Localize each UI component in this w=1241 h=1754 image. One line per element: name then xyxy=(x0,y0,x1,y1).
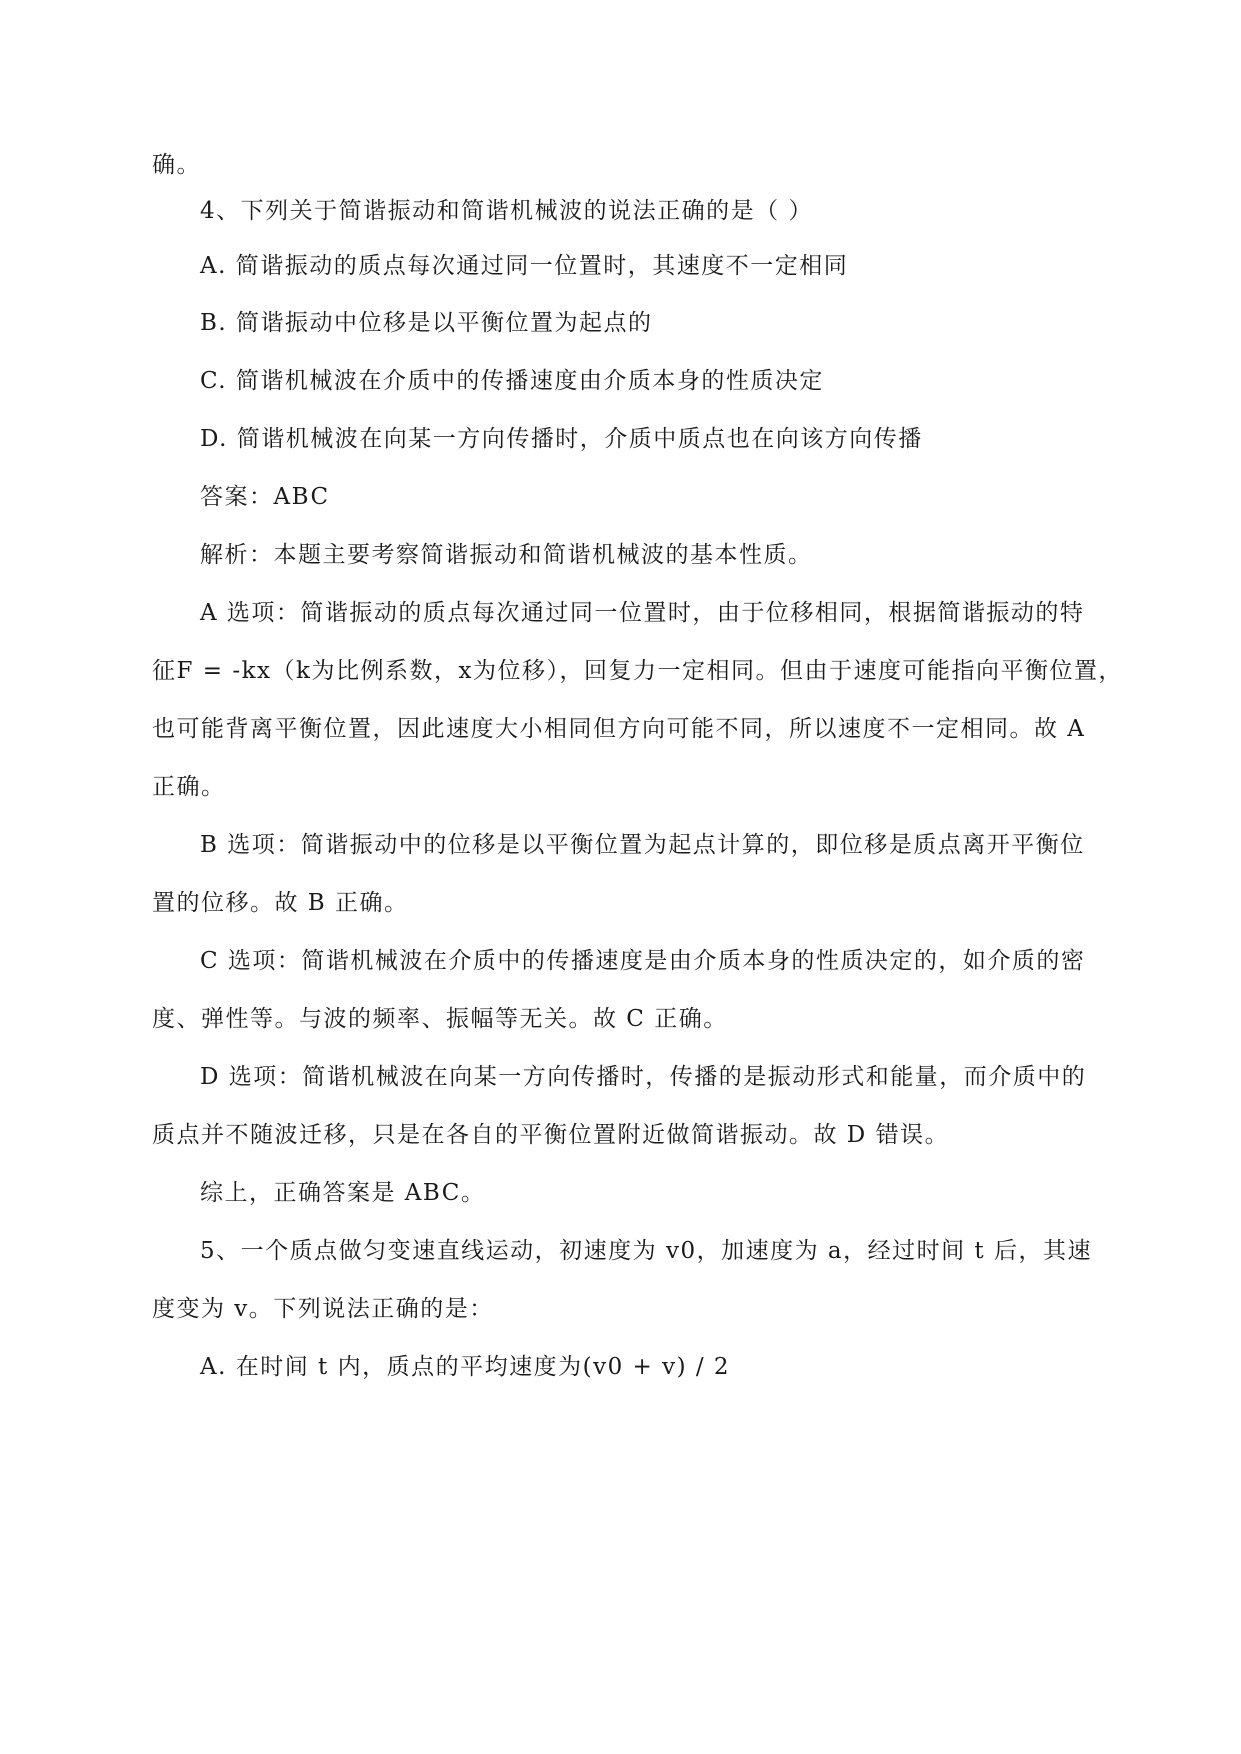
analysis-a-line-2: 征F = -kx（k为比例系数，x为位移），回复力一定相同。但由于速度可能指向平衡位置， xyxy=(152,658,1123,684)
analysis-b-line-2: 置的位移。故 B 正确。 xyxy=(152,890,409,916)
analysis-a-line-4: 正确。 xyxy=(152,774,226,800)
question-5-option-a: A. 在时间 t 内，质点的平均速度为(v0 + v) / 2 xyxy=(200,1354,731,1380)
question-4-option-d: D. 简谐机械波在向某一方向传播时，介质中质点也在向该方向传播 xyxy=(200,426,923,452)
question-5-stem-line-2: 度变为 v。下列说法正确的是： xyxy=(152,1296,494,1322)
analysis-intro: 解析：本题主要考察简谐振动和简谐机械波的基本性质。 xyxy=(200,542,813,568)
question-4-option-a: A. 简谐振动的质点每次通过同一位置时，其速度不一定相同 xyxy=(200,253,849,279)
analysis-b-line-1: B 选项：简谐振动中的位移是以平衡位置为起点计算的，即位移是质点离开平衡位 xyxy=(200,832,1085,858)
answer-line: 答案：ABC xyxy=(200,484,330,510)
analysis-d-line-2: 质点并不随波迁移，只是在各自的平衡位置附近做简谐振动。故 D 错误。 xyxy=(152,1122,950,1148)
text-line: 确。 xyxy=(152,152,201,178)
question-4-stem: 4、下列关于简谐振动和简谐机械波的说法正确的是（ ） xyxy=(200,198,813,224)
analysis-d-line-1: D 选项：简谐机械波在向某一方向传播时，传播的是振动形式和能量，而介质中的 xyxy=(200,1064,1087,1090)
question-4-option-b: B. 简谐振动中位移是以平衡位置为起点的 xyxy=(200,310,653,336)
analysis-a-line-1: A 选项：简谐振动的质点每次通过同一位置时，由于位移相同，根据简谐振动的特 xyxy=(200,600,1085,626)
analysis-c-line-1: C 选项：简谐机械波在介质中的传播速度是由介质本身的性质决定的，如介质的密 xyxy=(200,948,1086,974)
analysis-a-line-3: 也可能背离平衡位置，因此速度大小相同但方向可能不同，所以速度不一定相同。故 A xyxy=(152,716,1086,742)
summary-line: 综上，正确答案是 ABC。 xyxy=(200,1180,486,1206)
analysis-c-line-2: 度、弹性等。与波的频率、振幅等无关。故 C 正确。 xyxy=(152,1006,728,1032)
question-4-option-c: C. 简谐机械波在介质中的传播速度由介质本身的性质决定 xyxy=(200,368,824,394)
question-5-stem-line-1: 5、一个质点做匀变速直线运动，初速度为 v0，加速度为 a，经过时间 t 后，其速 xyxy=(200,1238,1092,1264)
